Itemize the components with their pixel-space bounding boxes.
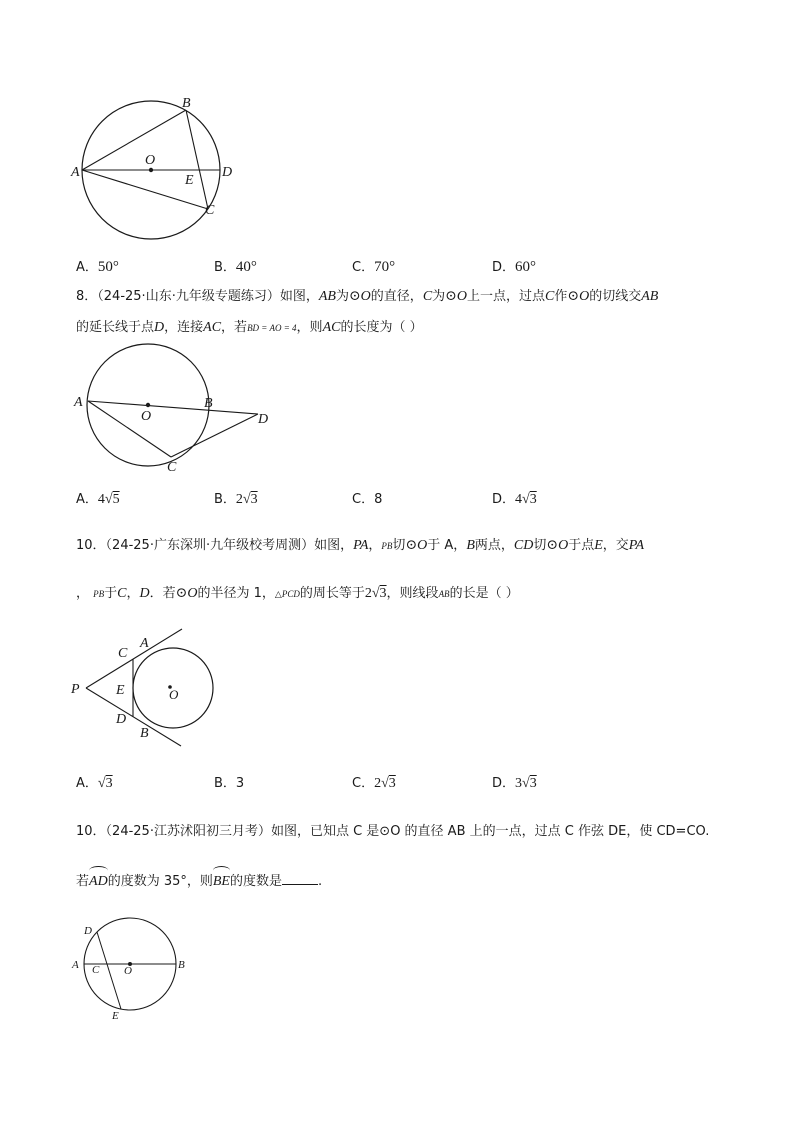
- text: 为: [432, 289, 446, 304]
- q8-option-c[interactable]: [352, 488, 382, 507]
- math-circle-o: ⊙O: [348, 289, 371, 304]
- text: ，若: [221, 320, 248, 335]
- math-c: C: [422, 289, 433, 304]
- q10a-option-d[interactable]: [492, 772, 537, 792]
- q7-label-d: D: [222, 165, 233, 180]
- math-circle-o: ⊙O: [445, 289, 468, 304]
- question-number: 10．: [76, 824, 106, 839]
- math-d: D: [154, 320, 165, 335]
- q7-label-b: B: [182, 96, 191, 111]
- text: 切: [392, 538, 406, 553]
- option-value: 60°: [515, 259, 537, 275]
- q8-label-a: A: [74, 395, 83, 410]
- option-value: 3: [235, 776, 245, 791]
- q10a-option-b[interactable]: [214, 772, 244, 791]
- q10a-option-c[interactable]: [352, 772, 396, 792]
- option-label: A．: [76, 776, 98, 791]
- q10b-question-line2: [76, 872, 322, 892]
- option-label: C．: [352, 260, 375, 275]
- text: ．若: [149, 586, 176, 601]
- text: 于: [104, 586, 118, 601]
- q8-option-a[interactable]: [76, 488, 120, 508]
- math-perimeter: 2√3: [364, 586, 387, 601]
- math-pa: PA: [353, 538, 369, 553]
- math-condition: BD = AO = 4: [247, 323, 297, 333]
- text: 的周长等于: [299, 586, 365, 601]
- q10a-figure: [60, 624, 200, 748]
- math-circle-o: ⊙O: [405, 538, 428, 553]
- math-circle-o: ⊙O: [175, 586, 198, 601]
- option-value: 50°: [97, 259, 119, 275]
- coef: 2: [374, 776, 382, 791]
- math-circle-o: ⊙O: [567, 289, 590, 304]
- q7-chord-bc: [186, 110, 208, 209]
- text: 的直径，: [370, 289, 423, 304]
- option-label: B．: [214, 492, 236, 507]
- option-label: D．: [492, 492, 516, 507]
- q8-option-b[interactable]: [214, 488, 258, 508]
- question-text: （24-25·江苏沭阳初三月考）如图，已知点 C 是⊙O 的直径 AB 上的一点，过点 C 作弦 DE，使 CD=CO.: [105, 824, 710, 839]
- option-value: 8: [374, 492, 383, 507]
- q10b-label-a: A: [72, 959, 79, 971]
- radicand: 3: [105, 776, 113, 791]
- q8-center-dot: [146, 403, 150, 407]
- q8-chord-ac: [88, 401, 171, 457]
- radicand: 3: [529, 492, 537, 507]
- math-cd: CD: [513, 538, 534, 553]
- math-c: C: [545, 289, 555, 304]
- question-source: （24-25·广东深圳·九年级校考周测）如图，: [105, 538, 354, 553]
- q10a-label-c: C: [118, 646, 128, 661]
- q10b-label-b: B: [178, 959, 185, 971]
- option-value: 3√3: [515, 776, 537, 791]
- q10b-chord-de: [97, 932, 121, 1009]
- option-label: A．: [76, 492, 98, 507]
- q10a-label-b: B: [140, 726, 149, 741]
- text: ，连接: [164, 320, 204, 335]
- text: 于 A，: [427, 538, 467, 553]
- text: 为: [335, 289, 349, 304]
- math-pb: PB: [381, 541, 393, 551]
- option-value: √3: [97, 776, 113, 791]
- math-arc-ad: AD: [89, 872, 108, 892]
- answer-blank[interactable]: [282, 884, 318, 885]
- text: ，则: [296, 320, 323, 335]
- math-ac: AC: [203, 320, 222, 335]
- coef: 2: [364, 586, 372, 601]
- radicand: 5: [112, 492, 120, 507]
- math-d: D: [139, 586, 150, 601]
- math-c: C: [117, 586, 127, 601]
- coef: 4: [515, 492, 523, 507]
- text: 的度数为 35°，则: [107, 874, 213, 889]
- q7-label-c: C: [205, 203, 215, 218]
- q8-line-ad: [88, 401, 258, 414]
- option-label: B．: [214, 776, 236, 791]
- q8-label-o: O: [141, 409, 152, 424]
- q7-label-o: O: [145, 153, 156, 168]
- option-value: 40°: [235, 259, 257, 275]
- q7-option-a[interactable]: [76, 256, 119, 276]
- option-value: 2√3: [374, 776, 396, 791]
- math-e: E: [594, 538, 603, 553]
- q8-tangent-cd: [171, 414, 258, 457]
- math-pa: PA: [628, 538, 645, 553]
- option-value: 4√5: [97, 492, 120, 507]
- q8-option-d[interactable]: [492, 488, 537, 508]
- q8-label-c: C: [167, 460, 177, 475]
- question-number: 10．: [76, 538, 106, 553]
- question-source: （24-25·山东·九年级专题练习）如图，: [97, 289, 319, 304]
- radicand: 3: [388, 776, 396, 791]
- text: ，: [368, 538, 382, 553]
- text: 的度数是: [229, 874, 282, 889]
- q10a-label-a: A: [140, 636, 149, 651]
- q10b-question-line1: [76, 822, 709, 842]
- text: 的切线交: [589, 289, 642, 304]
- text: 的半径为 1，: [197, 586, 275, 601]
- q7-figure: [60, 92, 260, 252]
- text: 上一点，过点: [467, 289, 546, 304]
- option-label: C．: [352, 776, 375, 791]
- q10a-label-o: O: [169, 687, 179, 702]
- q7-option-b[interactable]: [214, 256, 257, 276]
- q10b-label-d: D: [84, 925, 92, 937]
- q7-options: [76, 256, 716, 286]
- q10b-label-o: O: [124, 965, 132, 977]
- text: ，交: [602, 538, 629, 553]
- q10b-label-c: C: [92, 964, 100, 976]
- q10a-label-p: P: [71, 682, 80, 697]
- q8-label-b: B: [204, 396, 213, 411]
- math-pb: PB: [93, 589, 105, 599]
- text: 的延长线于点: [76, 320, 155, 335]
- math-circle-o: ⊙O: [546, 538, 569, 553]
- q10a-question-line2: [76, 584, 519, 604]
- q10a-label-d: D: [116, 712, 127, 727]
- math-ac: AC: [322, 320, 341, 335]
- math-ab: AB: [641, 289, 659, 304]
- question-number: 8．: [76, 289, 98, 304]
- q7-option-d[interactable]: [492, 256, 536, 276]
- coef: 3: [515, 776, 523, 791]
- q8-label-d: D: [258, 412, 269, 427]
- text: 切: [533, 538, 547, 553]
- q10b-label-e: E: [112, 1010, 119, 1022]
- math-ab: AB: [438, 589, 450, 599]
- option-label: D．: [492, 260, 516, 275]
- radicand: 3: [250, 492, 258, 507]
- q10a-label-e: E: [116, 683, 125, 698]
- q7-chord-ab: [82, 110, 186, 170]
- text: ，: [76, 586, 90, 601]
- math-arc-be: BE: [213, 872, 230, 892]
- text: 的长是（ ）: [449, 586, 519, 601]
- radicand: 3: [529, 776, 537, 791]
- text: ，则线段: [386, 586, 439, 601]
- math-ab: AB: [318, 289, 336, 304]
- option-label: C．: [352, 492, 375, 507]
- q7-label-a: A: [71, 165, 80, 180]
- math-b: B: [466, 538, 475, 553]
- math-triangle-pcd: △PCD: [274, 589, 300, 599]
- radicand: 3: [379, 586, 387, 601]
- q8-figure: [60, 335, 290, 475]
- text: .: [318, 874, 323, 889]
- q8-options: [76, 488, 716, 518]
- text: 于点: [568, 538, 595, 553]
- coef: 4: [97, 492, 105, 507]
- option-value: 70°: [374, 259, 396, 275]
- q10b-figure: [68, 918, 198, 1022]
- coef: 2: [235, 492, 243, 507]
- q10a-question-line1: [76, 536, 644, 556]
- text: 若: [76, 874, 90, 889]
- option-value: 2√3: [235, 492, 258, 507]
- text: ，: [126, 586, 140, 601]
- q10a-option-a[interactable]: [76, 772, 113, 792]
- text: 两点，: [474, 538, 514, 553]
- text: 的长度为（ ）: [340, 320, 423, 335]
- option-label: A．: [76, 260, 98, 275]
- q7-option-c[interactable]: [352, 256, 395, 276]
- option-label: B．: [214, 260, 236, 275]
- option-value: 4√3: [515, 492, 537, 507]
- q10a-options: [76, 772, 716, 802]
- q7-center-dot: [149, 168, 153, 172]
- q8-question-line1: [76, 287, 658, 307]
- option-label: D．: [492, 776, 516, 791]
- q7-label-e: E: [185, 173, 194, 188]
- text: 作: [554, 289, 568, 304]
